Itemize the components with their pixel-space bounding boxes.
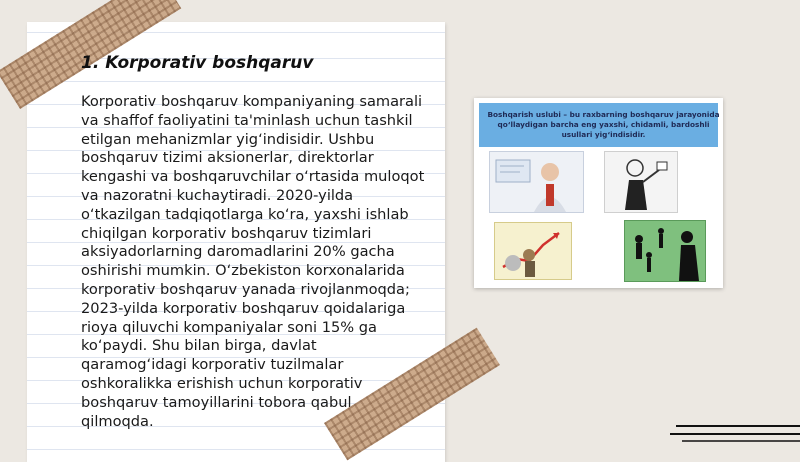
decorative-lines [670, 418, 800, 444]
slide-caption-banner [479, 103, 718, 147]
growth-chart-illustration [494, 222, 572, 280]
slide-image [474, 98, 723, 288]
business-meeting-illustration [489, 151, 584, 213]
body-paragraph: Korporativ boshqaruv kompaniyaning samarali va shaffof faoliyatini ta'minlash uchun tashkil etilgan mehanizmlar yig‘indisidir. Ushbu boshqaruv tizimi aksionerlar, direktorlar kengashi va boshqaruvchilar o‘rtasida muloqot va nazoratni kuchaytiradi. 2020-yilda o‘tkazilgan tadqiqotlarga ko‘ra, yaxshi ishlab chiqilgan korporativ boshqaruv tizimlari aksiyadorlarning daromadlarini 20% gacha oshirishi mumkin. O‘zbekiston korxonalarida korporativ boshqaruv yanada rivojlanmoqda; 2023-yilda korporativ boshqaruv qoidalariga rioya qiluvchi kompaniyalar soni 15% ga ko‘paydi. Shu bilan birga, davlat qaramog‘idagi korporativ tuzilmalar oshkoralikka erishish uchun korporativ boshqaruv tamoyillarini tobora qabul qilmoqda. [81, 93, 425, 430]
silhouettes-illustration [624, 220, 706, 282]
page-title: 1. Korporativ boshqaruv [81, 53, 314, 73]
slide-caption: Boshqarish uslubi – bu raxbarning boshqaruv jarayonida qo‘llaydigan barcha eng yaxshi, chidamli, bardoshli usullari yig‘indisidir. [487, 110, 720, 139]
manager-sketch-illustration [604, 151, 678, 213]
